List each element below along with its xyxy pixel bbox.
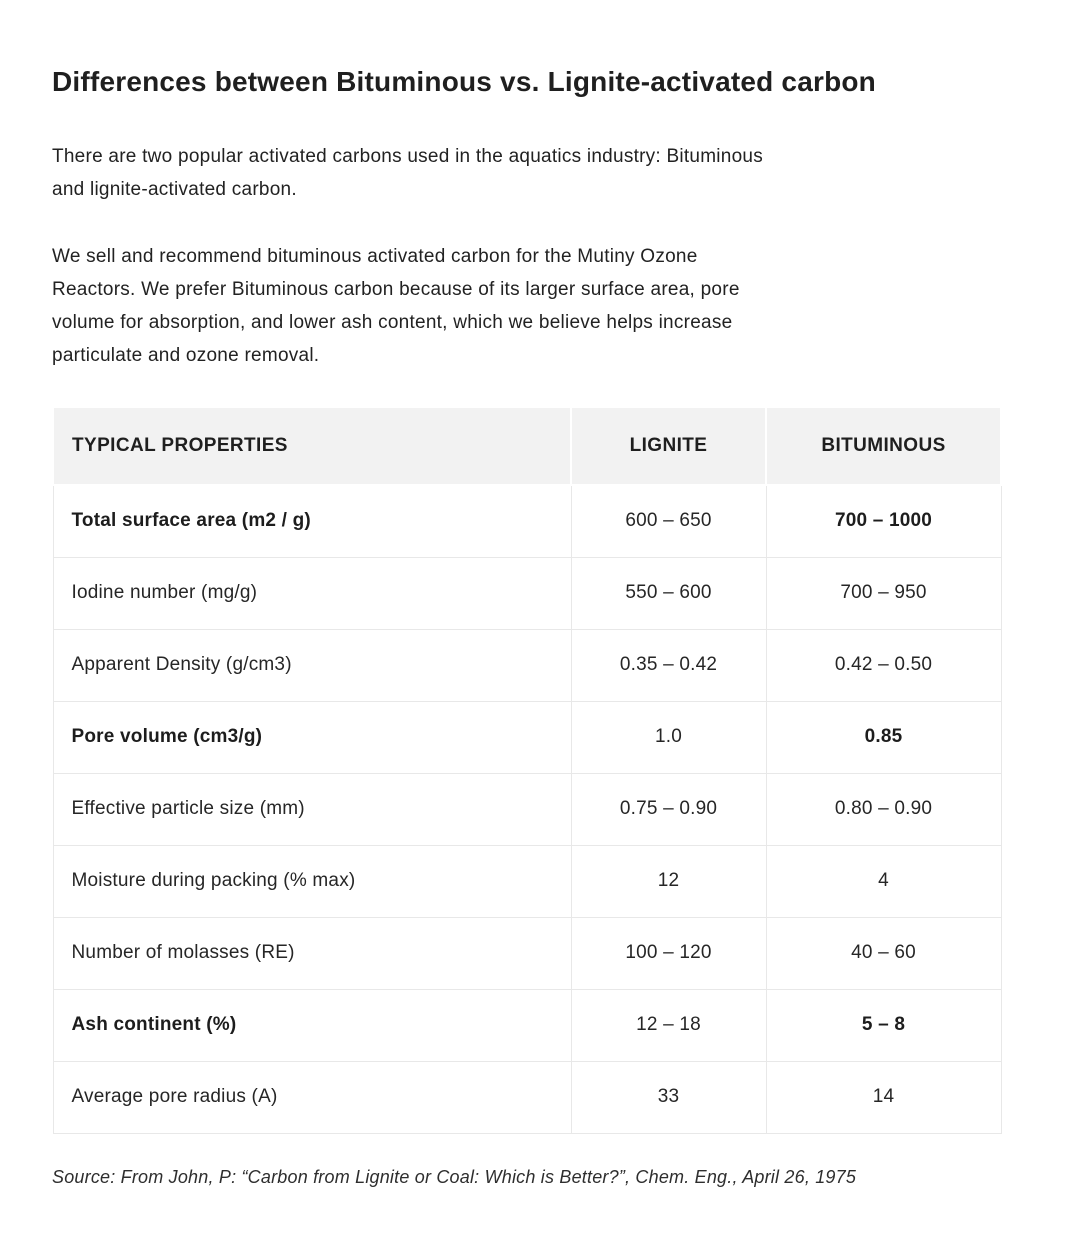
- paragraph-line: volume for absorption, and lower ash content, which we believe helps increase: [52, 312, 733, 333]
- property-cell: Total surface area (m2 / g): [53, 485, 571, 557]
- properties-comparison-table: [52, 406, 1002, 1134]
- paragraph-line: There are two popular activated carbons used in the aquatics industry: Bituminous: [52, 146, 763, 167]
- lignite-value-cell: 0.75 – 0.90: [571, 773, 766, 845]
- property-cell: Average pore radius (A): [53, 1061, 571, 1133]
- bituminous-value-cell: 0.80 – 0.90: [766, 773, 1001, 845]
- lignite-value-cell: 600 – 650: [571, 485, 766, 557]
- lignite-value-cell: 550 – 600: [571, 557, 766, 629]
- lignite-value-cell: 12: [571, 845, 766, 917]
- property-cell: Apparent Density (g/cm3): [53, 629, 571, 701]
- header-cell-bituminous: BITUMINOUS: [766, 407, 1001, 485]
- property-cell: Effective particle size (mm): [53, 773, 571, 845]
- table-row: [53, 629, 1001, 701]
- lignite-value-cell: 0.35 – 0.42: [571, 629, 766, 701]
- lignite-value-cell: 33: [571, 1061, 766, 1133]
- bituminous-value-cell: 700 – 950: [766, 557, 1001, 629]
- table-row: [53, 485, 1001, 557]
- table-header-row: [53, 407, 1001, 485]
- bituminous-value-cell: 0.85: [766, 701, 1001, 773]
- header-cell-typical-properties: TYPICAL PROPERTIES: [53, 407, 571, 485]
- intro-paragraph: [52, 140, 1030, 206]
- lignite-value-cell: 1.0: [571, 701, 766, 773]
- property-cell: Moisture during packing (% max): [53, 845, 571, 917]
- bituminous-value-cell: 5 – 8: [766, 989, 1001, 1061]
- paragraph-line: particulate and ozone removal.: [52, 345, 320, 366]
- paragraph-line: and lignite-activated carbon.: [52, 179, 297, 200]
- bituminous-value-cell: 14: [766, 1061, 1001, 1133]
- table-row: [53, 557, 1001, 629]
- lignite-value-cell: 100 – 120: [571, 917, 766, 989]
- table-row: [53, 845, 1001, 917]
- table-header: [53, 407, 1001, 485]
- bituminous-value-cell: 700 – 1000: [766, 485, 1001, 557]
- table-body: [53, 485, 1001, 1133]
- property-cell: Number of molasses (RE): [53, 917, 571, 989]
- property-cell: Pore volume (cm3/g): [53, 701, 571, 773]
- article-content: [52, 0, 1030, 1190]
- paragraph-line: Reactors. We prefer Bituminous carbon because of its larger surface area, pore: [52, 279, 740, 300]
- paragraph-line: We sell and recommend bituminous activated carbon for the Mutiny Ozone: [52, 246, 698, 267]
- recommendation-paragraph: [52, 240, 1030, 372]
- table-row: [53, 989, 1001, 1061]
- bituminous-value-cell: 4: [766, 845, 1001, 917]
- page-title: Differences between Bituminous vs. Lignite-activated carbon: [52, 66, 876, 97]
- table-row: [53, 773, 1001, 845]
- table-row: [53, 917, 1001, 989]
- bituminous-value-cell: 40 – 60: [766, 917, 1001, 989]
- table-row: [53, 701, 1001, 773]
- property-cell: Iodine number (mg/g): [53, 557, 571, 629]
- lignite-value-cell: 12 – 18: [571, 989, 766, 1061]
- bituminous-value-cell: 0.42 – 0.50: [766, 629, 1001, 701]
- table-row: [53, 1061, 1001, 1133]
- header-cell-lignite: LIGNITE: [571, 407, 766, 485]
- property-cell: Ash continent (%): [53, 989, 571, 1061]
- source-citation: Source: From John, P: “Carbon from Lignite or Coal: Which is Better?”, Chem. Eng., April 26, 1975: [52, 1166, 857, 1187]
